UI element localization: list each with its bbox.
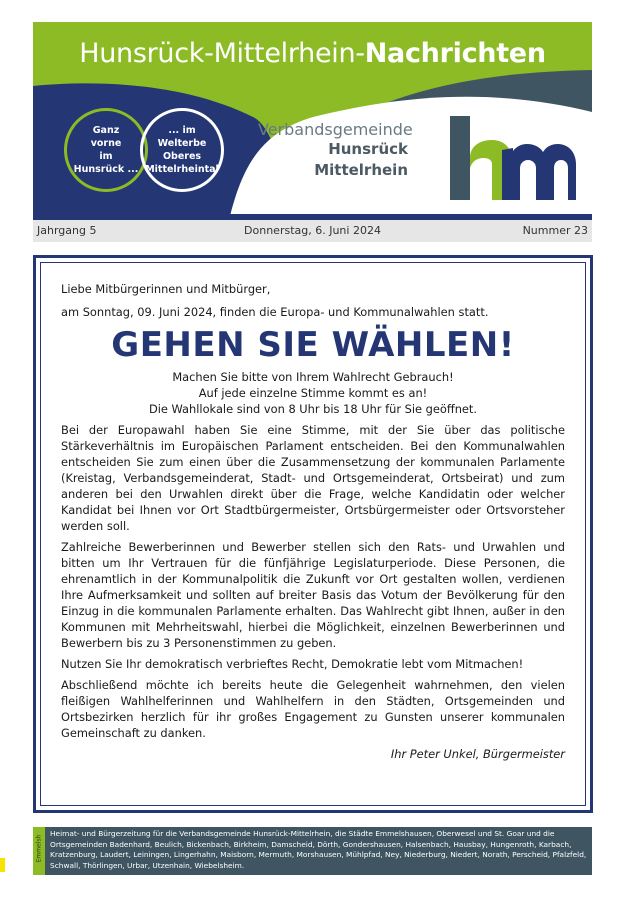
footer-green-strip xyxy=(33,827,45,875)
masthead xyxy=(33,22,592,220)
slogan-line: vorne xyxy=(90,138,122,149)
article-greeting: Liebe Mitbürgerinnen und Mitbürger, xyxy=(61,282,271,296)
article-paragraph: Zahlreiche Bewerberinnen und Bewerber stellen sich den Rats- und Urwahlen und bitten um Ihr Vertrauen für die fünfjährige Legislaturperiode. Diese Personen, die ehrenamtlich in der Kommunalpolitik die Zukunft vor Ort gestalten wollen, verdienen Ihre Aufmerksamkeit und sollten auf breiter Basis das Votum der Bevölkerung für den Einzug in die kommunalen Parlamente erhalten. Das Wahlrecht gibt Ihnen, außer in den Kommunen mit Mehrheitswahl, hierbei die Möglichkeit, einzelnen Bewerberinnen und Bewerbern bis zu 3 Personenstimmen zu geben. xyxy=(61,540,565,650)
vg-name-line3: Mittelrhein xyxy=(314,161,408,179)
yellow-edge-marker xyxy=(0,858,5,872)
slogan-line: Hunsrück ... xyxy=(73,164,139,175)
footer-text: Heimat- und Bürgerzeitung für die Verbandsgemeinde Hunsrück-Mittelrhein, die Städte Emmelshausen, Oberwesel und St. Goar und die Ortsgemeinden Badenhard, Beulich, Bickenbach, Birkheim, Damscheid, Dörth, Gondershausen, Halsenbach, Hausbay, Hungenroth, Karbach, Kratzenburg, Laudert, Leiningen, Lingerhahn, Maisborn, Mermuth, Morshausen, Mühlpfad, Ney, Niederburg, Niedert, Norath, Perscheid, Pfalzfeld, Schwall, Thörlingen, Urbar, Utzenhain, Wiebelsheim. xyxy=(50,829,587,870)
article-headline: GEHEN SIE WÄHLEN! xyxy=(111,325,515,365)
footer-imprint xyxy=(33,827,592,875)
slogan-circle-hunsrueck xyxy=(64,108,148,192)
appeal-line: Auf jede einzelne Stimme kommt es an! xyxy=(198,386,428,400)
footer-strip-label: Emmelsh xyxy=(35,834,43,863)
article-content xyxy=(61,281,565,767)
article-intro: am Sonntag, 09. Juni 2024, finden die Europa- und Kommunalwahlen statt. xyxy=(61,305,489,319)
vg-name-line1: Verbandsgemeinde xyxy=(258,120,413,139)
title-bold: Nachrichten xyxy=(364,38,546,69)
issue-number: Nummer 23 xyxy=(522,224,588,237)
article-paragraph: Nutzen Sie Ihr demokratisch verbrieftes Recht, Demokratie lebt vom Mitmachen! xyxy=(61,657,524,671)
slogan-line: Welterbe xyxy=(157,138,207,149)
appeal-line: Die Wahllokale sind von 8 Uhr bis 18 Uhr für Sie geöffnet. xyxy=(148,402,478,416)
article-paragraph: Bei der Europawahl haben Sie eine Stimme, mit der Sie über das politische Stärkeverhältnis im Europäischen Parlament entscheiden. Bei den Kommunalwahlen entscheiden Sie zum einen über die Zusammensetzung der kommunalen Parlamente (Kreistag, Verbandsgemeinderat, Stadt- und Ortsgemeinderat, Ortsbeirat) und zum anderen bei den Urwahlen direkt über die Frage, welche Kandidatin oder welcher Kandidat bei Ihnen vor Ort Stadtbürgermeister, Ortsbürgermeister oder Ortsvorsteher werden soll. xyxy=(61,423,565,533)
slogan-line: Mittelrheintal xyxy=(145,164,219,175)
issue-volume: Jahrgang 5 xyxy=(37,224,97,237)
slogan-line: Ganz xyxy=(92,125,120,136)
vg-name-line2: Hunsrück xyxy=(328,140,408,158)
slogan-line: im xyxy=(99,151,113,162)
appeal-line: Machen Sie bitte von Ihrem Wahlrecht Gebrauch! xyxy=(172,370,454,384)
hm-logo-icon xyxy=(446,114,576,206)
article-paragraph: Abschließend möchte ich bereits heute die Gelegenheit wahrnehmen, den vielen fleißigen Wahlhelferinnen und Wahlhelfern in den Städten, Ortsgemeinden und Ortsbezirken herzlich für ihr großes Engagement zu Gunsten unserer kommunalen Gemeinschaft zu danken. xyxy=(61,678,565,740)
article-signature: Ihr Peter Unkel, Bürgermeister xyxy=(390,747,565,761)
slogan-line: Oberes xyxy=(162,151,202,162)
slogan-line: ... im xyxy=(168,125,196,136)
issue-date: Donnerstag, 6. Juni 2024 xyxy=(244,224,381,237)
issue-info-bar xyxy=(33,220,592,242)
slogan-circle-mittelrhein xyxy=(140,108,224,192)
title-regular: Hunsrück-Mittelrhein- xyxy=(79,38,365,69)
newspaper-title xyxy=(33,38,592,69)
